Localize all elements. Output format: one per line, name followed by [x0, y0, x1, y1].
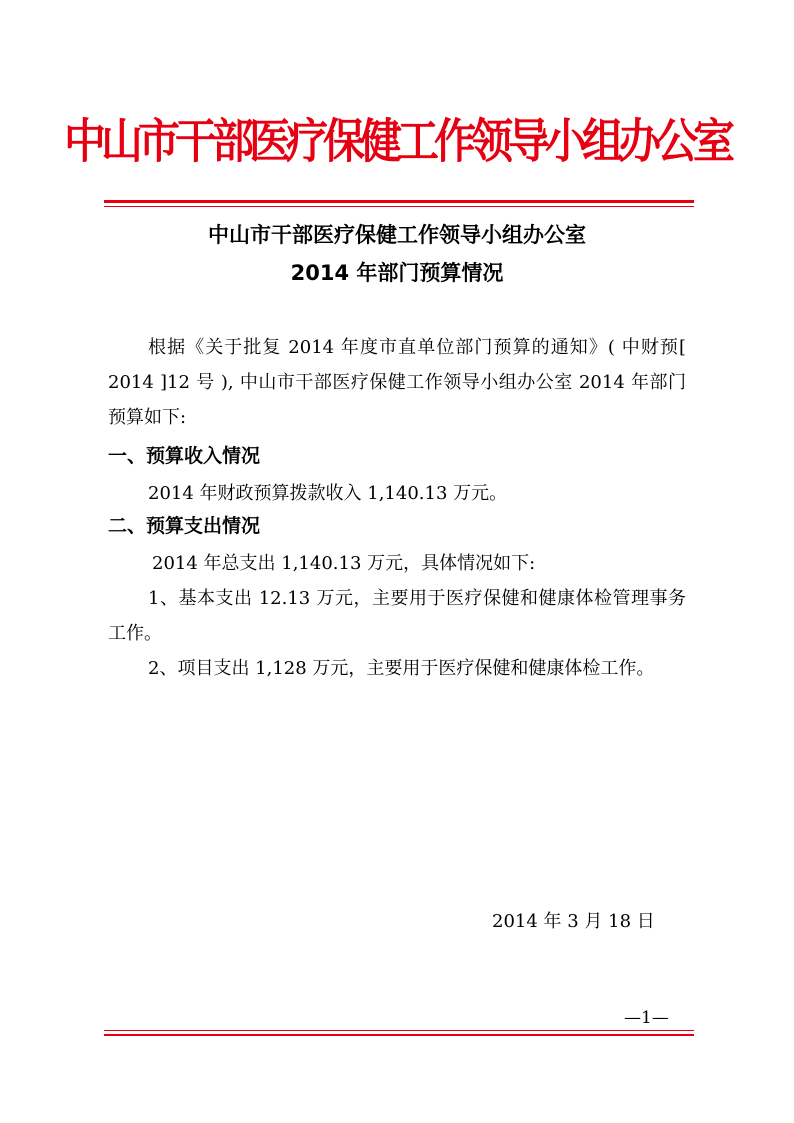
section2-text: 2014 年总支出 1,140.13 万元，具体情况如下:	[152, 553, 536, 574]
document-title-line2: 2014 年部门预算情况	[290, 261, 504, 285]
masthead-title: 中山市干部医疗保健工作领导小组办公室	[63, 113, 730, 169]
section2-item2: 2、项目支出 1,128 万元，主要用于医疗保健和健康体检工作。	[148, 658, 655, 679]
section2-heading: 二、预算支出情况	[108, 515, 261, 537]
document-title-line1: 中山市干部医疗保健工作领导小组办公室	[208, 223, 586, 247]
footer-rule-thick	[104, 1034, 694, 1036]
masthead-rule-thick	[104, 200, 694, 203]
section1-heading: 一、预算收入情况	[108, 445, 261, 467]
section1-text: 2014 年财政预算拨款收入 1,140.13 万元。	[148, 483, 508, 504]
footer-rule-thin	[104, 1030, 694, 1031]
masthead-rule-thin	[104, 206, 694, 207]
page-number: —1—	[624, 1008, 669, 1028]
section2-item1: 1、基本支出 12.13 万元，主要用于医疗保健和健康体检管理事务工作。	[108, 588, 686, 644]
document-date: 2014 年 3 月 18 日	[492, 911, 655, 932]
intro-paragraph: 根据《关于批复 2014 年度市直单位部门预算的通知》( 中财预[ 2014 ]12 号 ), 中山市干部医疗保健工作领导小组办公室 2014 年部门预算如下:	[108, 337, 686, 428]
